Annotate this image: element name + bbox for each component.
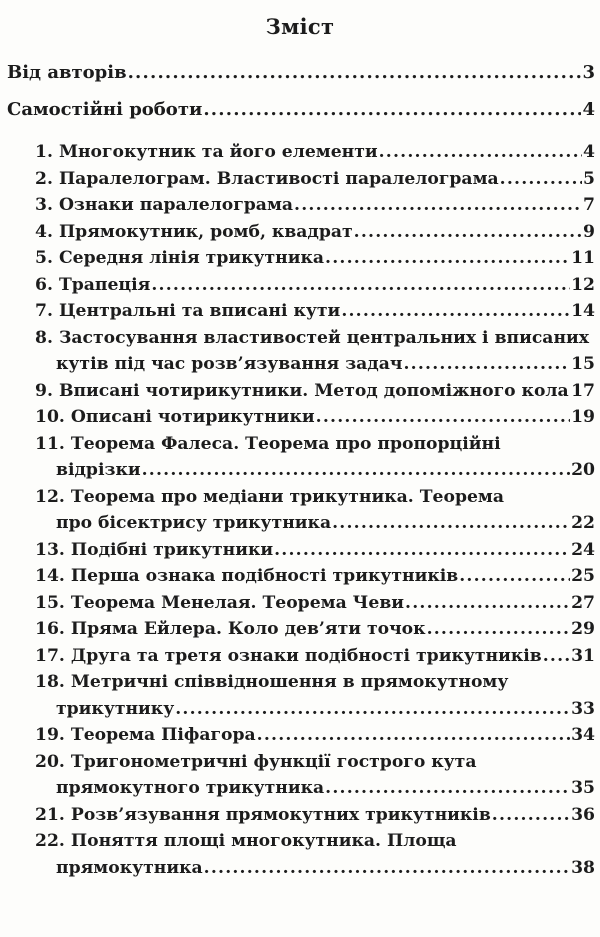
- toc-section-item[interactable]: [35, 142, 595, 166]
- toc-section-item[interactable]: [35, 566, 595, 590]
- section-title: Вписані чотирикутники. Метод допоміжного кола: [58, 380, 569, 401]
- toc-section-item[interactable]: [35, 381, 595, 405]
- section-title: Розв’язування прямокутних трикутників: [70, 804, 491, 825]
- toc-section-item-continued[interactable]: [56, 460, 595, 484]
- toc-page-number: 36: [571, 804, 595, 825]
- dot-leader: [427, 619, 571, 639]
- section-number: 16.: [35, 619, 65, 639]
- section-title: Подібні трикутники: [70, 539, 274, 560]
- dot-leader: [203, 99, 581, 120]
- section-number: 22.: [35, 831, 65, 851]
- toc-section-item-continued[interactable]: [56, 858, 595, 882]
- toc-section-item[interactable]: [35, 646, 595, 670]
- section-title: кутів під час розв’язування задач: [56, 354, 403, 374]
- toc-entry-from-authors[interactable]: [7, 62, 595, 86]
- section-number: 15.: [35, 592, 65, 613]
- toc-section-item[interactable]: [35, 540, 595, 564]
- toc-page-number: 19: [571, 407, 595, 427]
- dot-leader: [354, 222, 582, 242]
- dot-leader: [294, 195, 582, 215]
- toc-section-item[interactable]: [35, 275, 595, 299]
- section-number: 18.: [35, 672, 65, 692]
- section-title: Теорема про медіани трикутника. Теорема: [70, 486, 504, 507]
- toc-page-number: 38: [571, 857, 595, 878]
- section-title: Теорема Менелая. Теорема Чеви: [70, 592, 405, 613]
- toc-section-item[interactable]: [35, 619, 595, 643]
- dot-leader: [325, 248, 570, 268]
- toc-page-number: 33: [571, 698, 595, 719]
- section-title: Ознаки паралелограма: [58, 195, 294, 215]
- dot-leader: [151, 275, 570, 295]
- section-number: 1.: [35, 142, 53, 162]
- section-number: 6.: [35, 274, 53, 295]
- section-title: Теорема Фалеса. Теорема про пропорційні: [70, 433, 501, 454]
- toc-page-number: 12: [571, 274, 595, 295]
- section-number: 20.: [35, 751, 65, 772]
- toc-entry-label: Від авторів: [7, 62, 127, 83]
- section-title: відрізки: [56, 460, 141, 480]
- dot-leader: [274, 540, 570, 560]
- toc-page-number: 3: [582, 62, 595, 83]
- section-number: 14.: [35, 566, 65, 586]
- toc-section-item[interactable]: [35, 169, 595, 193]
- section-title: Тригонометричні функції гострого кута: [70, 751, 477, 772]
- section-title: Описані чотирикутники: [70, 407, 315, 427]
- toc-page-number: 4: [582, 99, 595, 120]
- section-number: 2.: [35, 168, 53, 189]
- toc-page-number: 15: [571, 354, 595, 374]
- toc-section-item-continued[interactable]: [56, 354, 595, 378]
- dot-leader: [341, 301, 570, 321]
- toc-section-item[interactable]: [35, 725, 595, 749]
- dot-leader: [379, 142, 582, 162]
- toc-section-item[interactable]: [35, 301, 595, 325]
- section-title: Прямокутник, ромб, квадрат: [58, 221, 353, 242]
- toc-page-number: 34: [571, 725, 595, 745]
- section-title: Поняття площі многокутника. Площа: [70, 831, 457, 851]
- toc-page-number: 20: [571, 460, 595, 480]
- toc-section-item[interactable]: [35, 805, 595, 829]
- section-title: прямокутника: [56, 857, 203, 878]
- dot-leader: [459, 566, 570, 586]
- toc-section-item-continued[interactable]: [56, 778, 595, 802]
- dot-leader: [332, 513, 570, 533]
- section-number: 3.: [35, 195, 53, 215]
- section-number: 9.: [35, 380, 53, 401]
- section-number: 17.: [35, 645, 65, 666]
- toc-page-number: 22: [571, 513, 595, 533]
- toc-section-item[interactable]: [35, 328, 589, 348]
- dot-leader: [403, 354, 570, 374]
- dot-leader: [543, 646, 570, 666]
- section-number: 11.: [35, 433, 65, 454]
- section-number: 4.: [35, 221, 53, 242]
- section-title: прямокутного трикутника: [56, 778, 325, 798]
- section-number: 21.: [35, 804, 65, 825]
- dot-leader: [500, 169, 582, 189]
- toc-page-number: 4: [583, 142, 595, 162]
- section-number: 10.: [35, 407, 65, 427]
- toc-page-number: 9: [583, 221, 595, 242]
- toc-page-number: 35: [571, 778, 595, 798]
- section-title: Друга та третя ознаки подібності трикутників: [70, 645, 542, 666]
- section-title: Центральні та вписані кути: [58, 301, 341, 321]
- toc-page-number: 5: [583, 168, 595, 189]
- toc-section-item[interactable]: [35, 752, 476, 772]
- section-title: трикутнику: [56, 698, 175, 719]
- toc-section-item[interactable]: [35, 593, 595, 617]
- toc-page-number: 14: [571, 301, 595, 321]
- section-number: 13.: [35, 539, 65, 560]
- dot-leader: [204, 858, 570, 878]
- section-title: Перша ознака подібності трикутників: [70, 566, 459, 586]
- toc-entry-independent-works[interactable]: [7, 99, 595, 123]
- toc-section-item[interactable]: [35, 434, 501, 454]
- section-number: 19.: [35, 725, 65, 745]
- section-number: 5.: [35, 248, 53, 268]
- section-title: Паралелограм. Властивості паралелограма: [58, 168, 499, 189]
- toc-page-number: 7: [583, 195, 595, 215]
- toc-page-number: 11: [571, 248, 595, 268]
- page-title: Зміст: [265, 14, 335, 39]
- section-number: 12.: [35, 486, 65, 507]
- toc-page-number: 25: [571, 566, 595, 586]
- dot-leader: [175, 699, 570, 719]
- toc-section-item[interactable]: [35, 248, 595, 272]
- toc-page-number: 27: [571, 592, 595, 613]
- toc-section-item-continued[interactable]: [56, 513, 595, 537]
- dot-leader: [257, 725, 570, 745]
- toc-page-number: 17: [571, 380, 595, 401]
- section-title: Застосування властивостей центральних і вписаних: [58, 327, 590, 348]
- toc-entry-label: Самостійні роботи: [7, 99, 203, 120]
- toc-section-item-continued[interactable]: [56, 699, 595, 723]
- dot-leader: [405, 593, 570, 613]
- toc-section-item[interactable]: [35, 407, 595, 431]
- toc-section-item[interactable]: [35, 487, 504, 507]
- section-title: Середня лінія трикутника: [58, 248, 325, 268]
- toc-page-number: 29: [571, 619, 595, 639]
- section-title: Метричні співвідношення в прямокутному: [70, 672, 509, 692]
- toc-page-number: 31: [571, 645, 595, 666]
- section-title: Пряма Ейлера. Коло дев’яти точок: [70, 619, 426, 639]
- section-title: про бісектрису трикутника: [56, 513, 332, 533]
- dot-leader: [142, 460, 570, 480]
- dot-leader: [316, 407, 570, 427]
- toc-section-item[interactable]: [35, 672, 508, 692]
- section-title: Теорема Піфагора: [70, 725, 256, 745]
- section-number: 7.: [35, 301, 53, 321]
- toc-section-item[interactable]: [35, 195, 595, 219]
- dot-leader: [492, 805, 570, 825]
- toc-section-item[interactable]: [35, 222, 595, 246]
- dot-leader: [128, 62, 582, 83]
- toc-page-number: 24: [571, 539, 595, 560]
- section-title: Трапеція: [58, 274, 151, 295]
- toc-section-item[interactable]: [35, 831, 457, 851]
- section-title: Многокутник та його елементи: [58, 142, 378, 162]
- section-number: 8.: [35, 327, 53, 348]
- dot-leader: [325, 778, 570, 798]
